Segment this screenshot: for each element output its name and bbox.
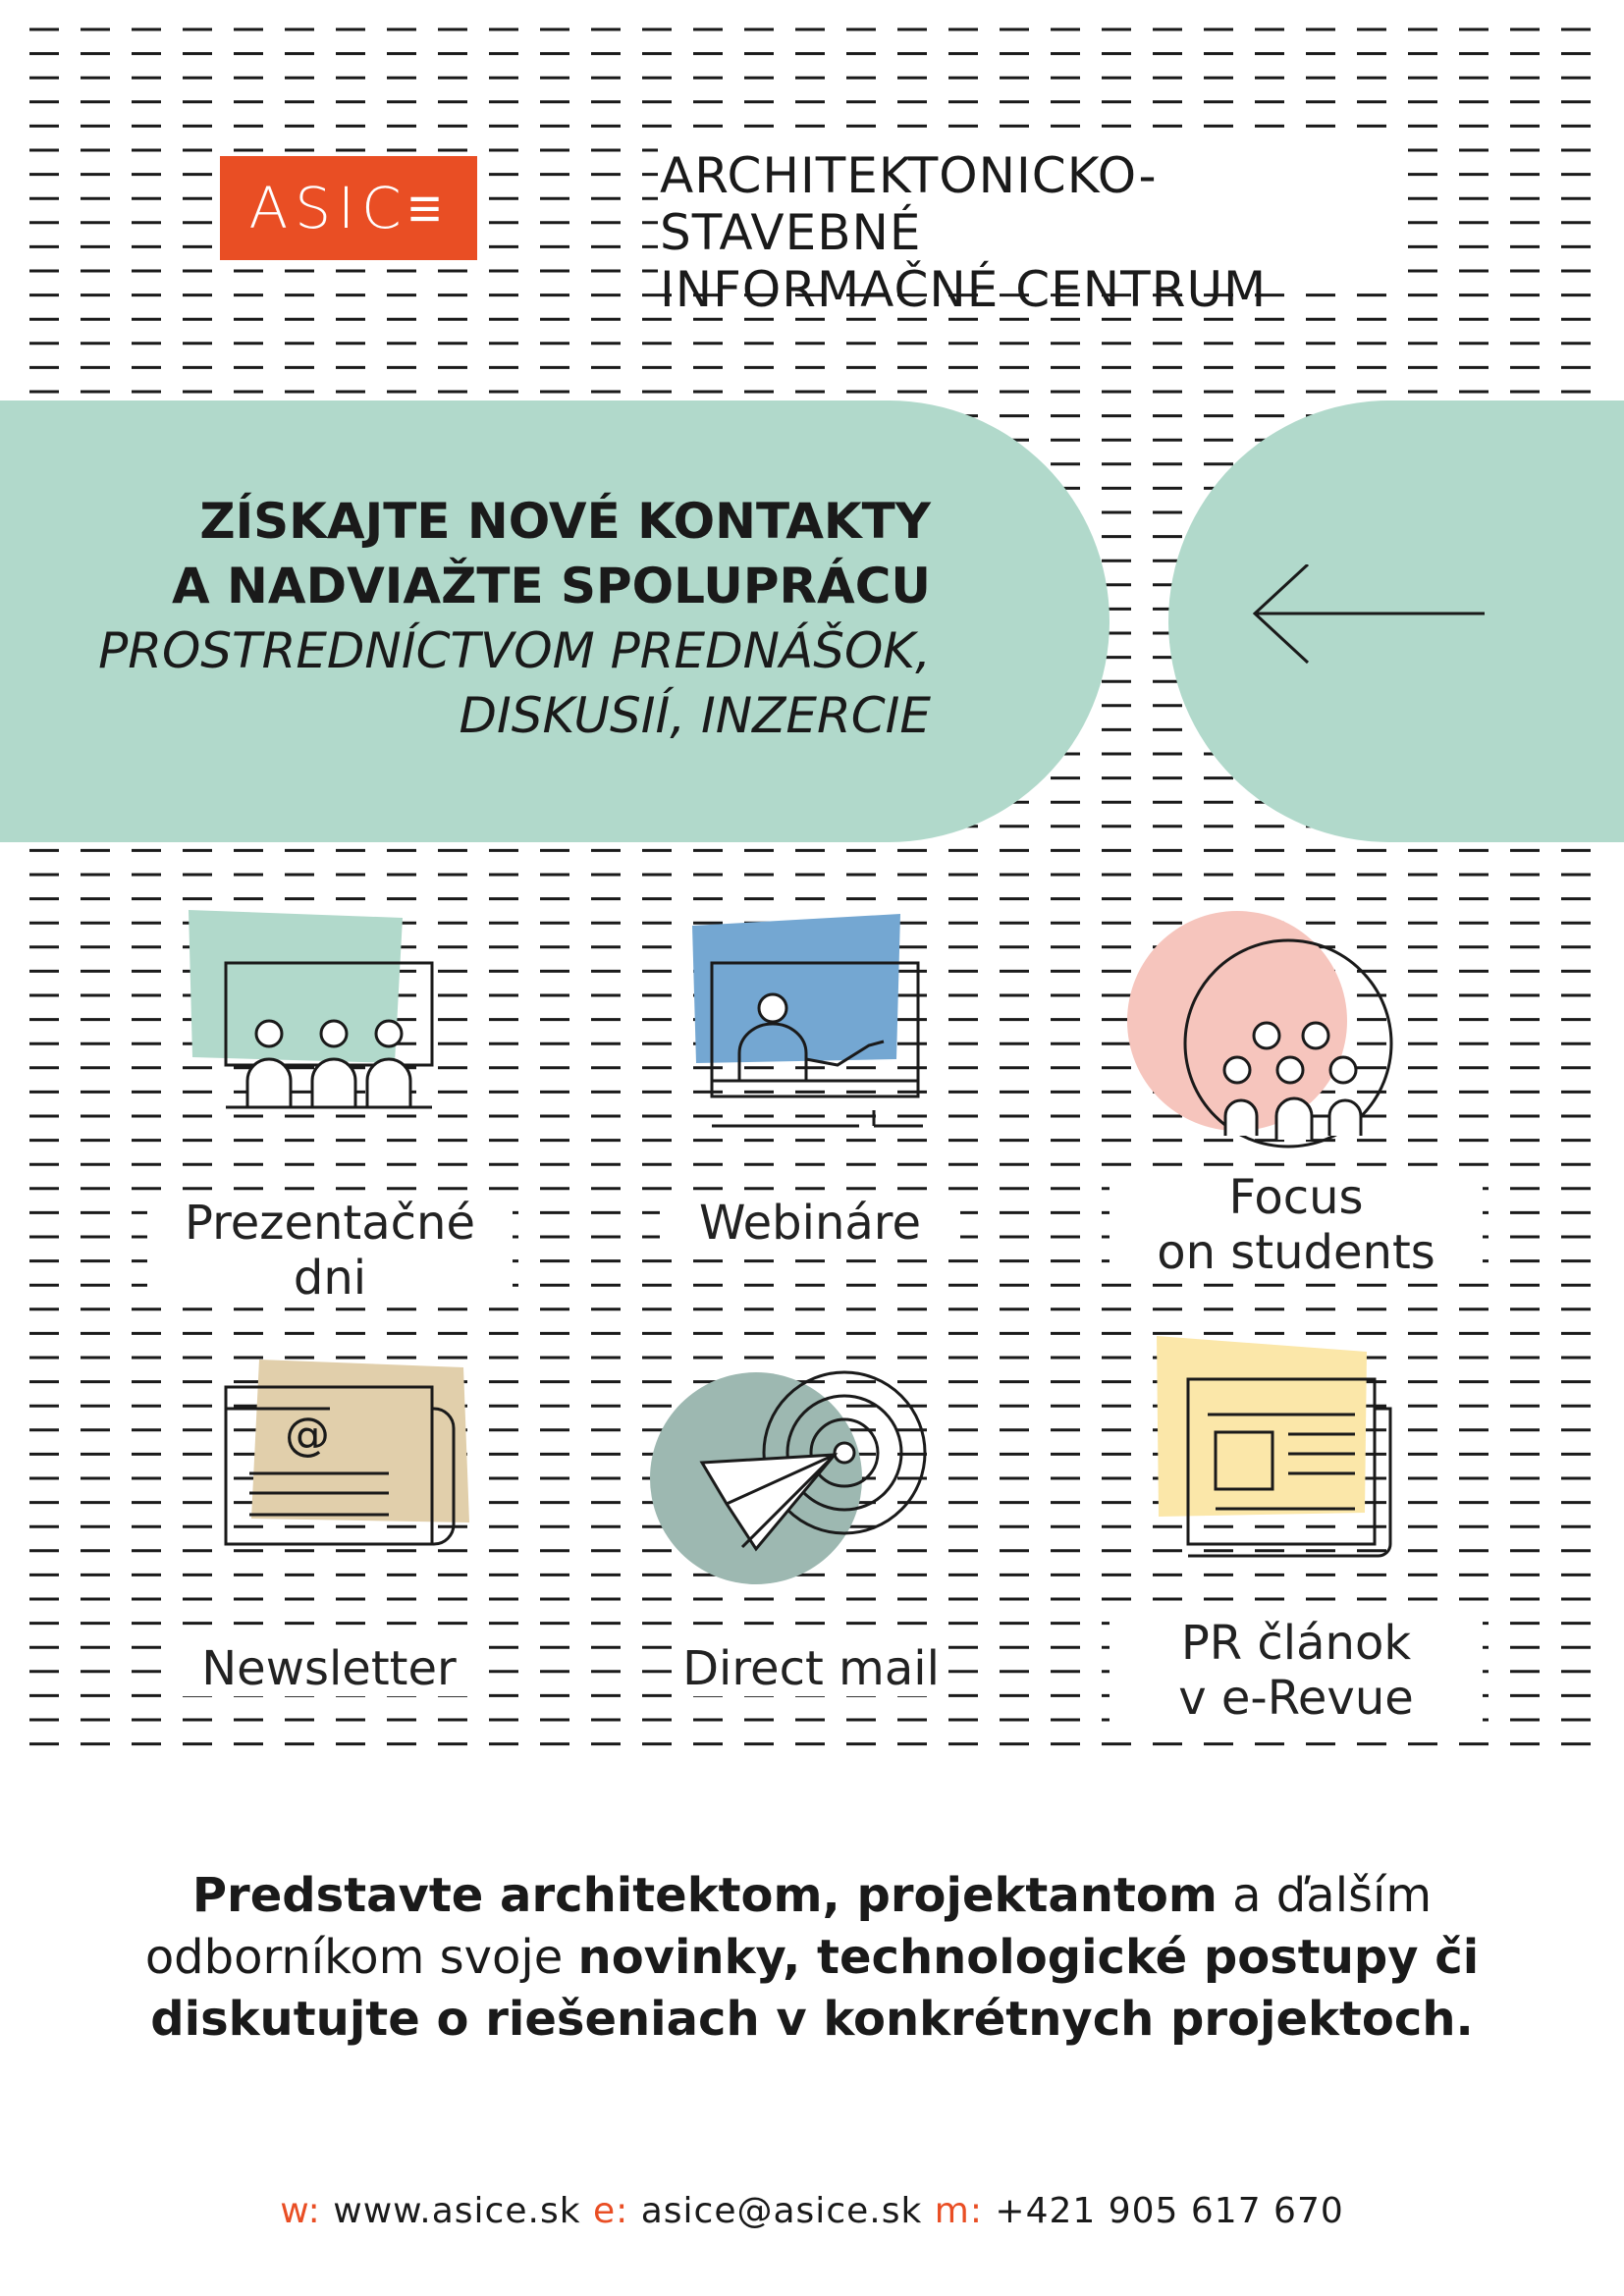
pr-line-2: v e-Revue (1178, 1671, 1414, 1726)
service-label-pr-clanok (1110, 1616, 1483, 1726)
email-label: e: (593, 2191, 629, 2231)
intro-bold-2: novinky, technologické postupy či (577, 1930, 1480, 1985)
web-link[interactable]: www.asice.sk (333, 2191, 581, 2231)
arrow-left-icon (1247, 564, 1492, 672)
service-label-webinare: Webináre (660, 1196, 960, 1251)
phone-number[interactable]: +421 905 617 670 (995, 2191, 1344, 2231)
org-line-1: ARCHITEKTONICKO-STAVEBNÉ (660, 147, 1158, 261)
service-label-prezentacne-dni: Prezentačné dni (147, 1196, 513, 1306)
headline-line-1: ZÍSKAJTE NOVÉ KONTAKTY (199, 493, 931, 550)
intro-bold-3: diskutujte o riešeniach v konkrétnych projektoch. (150, 1992, 1474, 2047)
headline-line-2: A NADVIAŽTE SPOLUPRÁCU (171, 558, 931, 614)
svg-text:@: @ (285, 1408, 330, 1461)
service-label-direct-mail: Direct mail (677, 1641, 945, 1696)
webinar-icon (682, 898, 938, 1144)
contact-line (0, 2191, 1624, 2231)
service-label-focus-on-students (1110, 1170, 1483, 1280)
intro-text-1: a ďalším (1217, 1868, 1433, 1923)
org-line-2: INFORMAČNÉ CENTRUM (660, 261, 1268, 318)
intro-bold-1: Predstavte architektom, projektantom (191, 1868, 1218, 1923)
asice-logo (220, 156, 477, 260)
phone-label: m: (934, 2191, 983, 2231)
newsletter-icon (216, 1350, 481, 1566)
direct-mail-icon (648, 1355, 933, 1590)
headline-line-3: PROSTREDNÍCTVOM PREDNÁŠOK, (98, 622, 931, 679)
web-label: w: (280, 2191, 321, 2231)
presentation-day-icon (177, 898, 452, 1114)
service-label-newsletter: Newsletter (172, 1641, 486, 1696)
focus-line-2: on students (1157, 1225, 1435, 1280)
pr-article-icon (1149, 1330, 1414, 1566)
logo-text: ASIC≡ (248, 175, 449, 241)
email-link[interactable]: asice@asice.sk (640, 2191, 923, 2231)
headline-line-4: DISKUSIÍ, INZERCIE (459, 687, 931, 744)
pr-line-1: PR článok (1180, 1616, 1412, 1671)
focus-line-1: Focus (1228, 1170, 1364, 1225)
organization-name (658, 147, 1406, 318)
intro-paragraph (137, 1865, 1487, 2051)
intro-text-2: odborníkom svoje (144, 1930, 578, 1985)
students-icon (1119, 908, 1404, 1153)
hero-headline (47, 489, 931, 748)
